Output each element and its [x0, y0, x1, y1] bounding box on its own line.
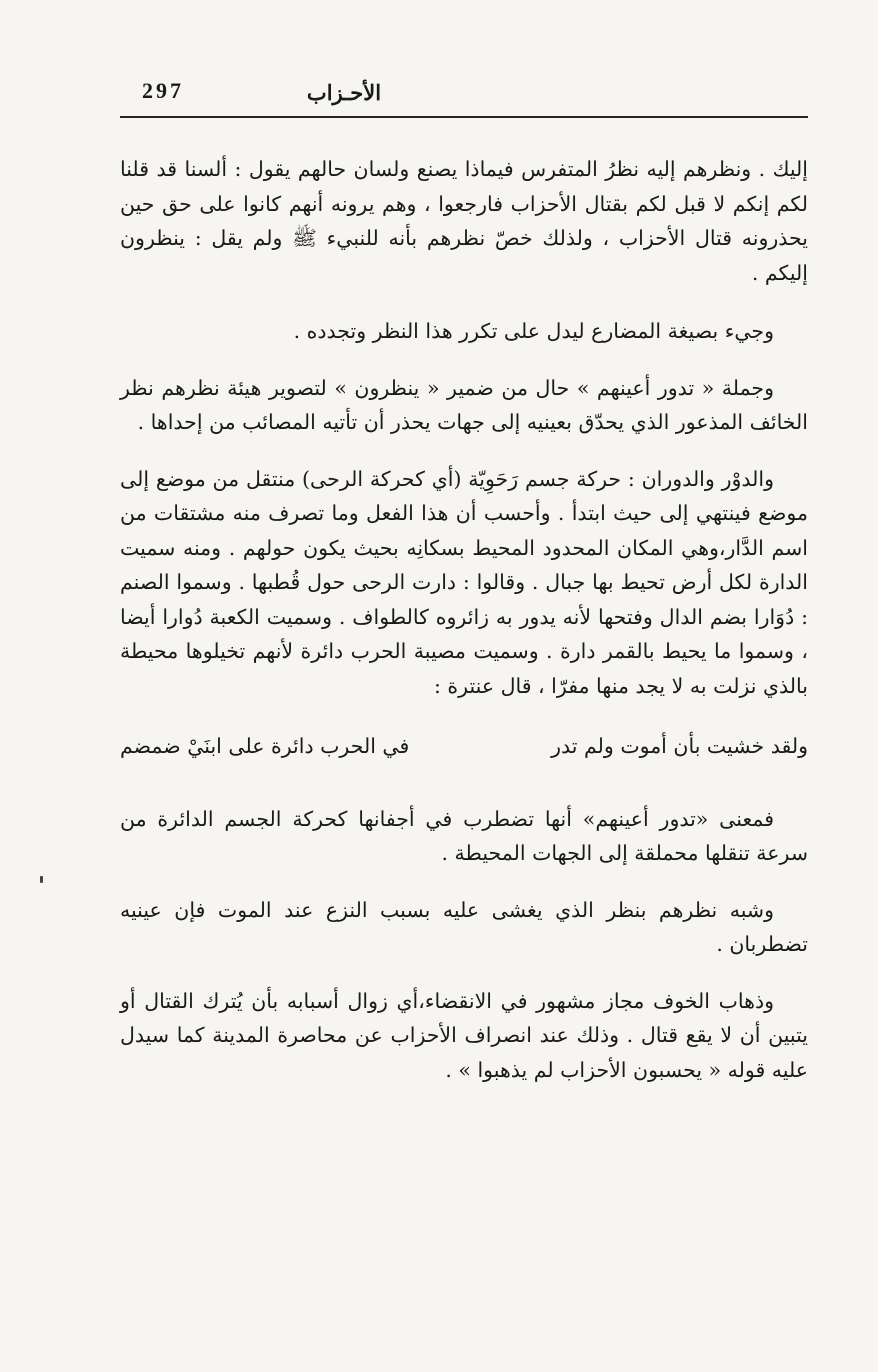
paragraph-7: وذهاب الخوف مجاز مشهور في الانقضاء،أي زوال أسبابه بأن يُترك القتال أو يتبين أن لا يقع قتال . وذلك عند انصراف الأحزاب عن محاصرة المدينة كما سيدل عليه قوله « يحسبون الأحزاب لم يذهبوا » . — [120, 988, 808, 1082]
verse-second-hemistich: في الحرب دائرة على ابنَيْ ضمضم — [120, 734, 410, 758]
paragraph-5: فمعنى «تدور أعينهم» أنها تضطرب في أجفانها كحركة الجسم الدائرة من سرعة تنقلها محملقة إلى الجهات المحيطة . — [120, 806, 808, 865]
page-header — [120, 72, 808, 120]
poetry-verse — [120, 729, 808, 764]
paragraph-1: إليك . ونظرهم إليه نظرُ المتفرس فيماذا يصنع ولسان حالهم يقول : ألسنا قد قلنا لكم إنكم لا قبل لكم بقتال الأحزاب فارجعوا ، وهم يرونه أنهم كانوا على حق حين يحذرونه قتال الأحزاب ، ولذلك خصّ نظرهم بأنه للنبيء ﷺ ولم يقل : ينظرون إليكم . — [120, 157, 808, 285]
paragraph-3: وجملة « تدور أعينهم » حال من ضمير « ينظرون » لتصوير هيئة نظرهم نظر الخائف المذعور الذي يحدّق بعينيه إلى جهات يحذر أن تأتيه المصائب من إحداها . — [120, 375, 808, 434]
paragraph-6: وشبه نظرهم بنظر الذي يغشى عليه بسبب النزع عند الموت فإن عينيه تضطربان . — [120, 897, 808, 956]
header-rule — [120, 116, 808, 118]
page-body — [120, 152, 808, 1109]
page-number: 297 — [142, 78, 184, 103]
margin-speck — [40, 876, 43, 883]
running-title: الأحـزاب — [306, 80, 382, 105]
paragraph-2: وجيء بصيغة المضارع ليدل على تكرر هذا النظر وتجدده . — [293, 319, 774, 343]
paragraph-4: والدوْر والدوران : حركة جسم رَحَوِيّة (أي كحركة الرحى) منتقل من موضع إلى موضع فينتهي إلى حيث ابتدأ . وأحسب أن هذا الفعل وما تصرف منه مشتقات من اسم الدَّار،وهي المكان المحدود المحيط بسكانِه بحيث يكون حولهم . ومنه سميت الدارة لكل أرض تحيط بها جبال . وقالوا : دارت الرحى حول قُطبها . وسموا الصنم : دُوَارا بضم الدال وفتحها لأنه يدور به زائروه كالطواف . وسميت الكعبة دُوارا أيضا ، وسموا ما يحيط بالقمر دارة . وسميت مصيبة الحرب دائرة لأنهم تخيلوها محيطة بالذي نزلت به لا يجد منها مفرّا ، قال عنترة : — [120, 466, 808, 698]
verse-first-hemistich: ولقد خشيت بأن أموت ولم تدر — [551, 734, 808, 758]
